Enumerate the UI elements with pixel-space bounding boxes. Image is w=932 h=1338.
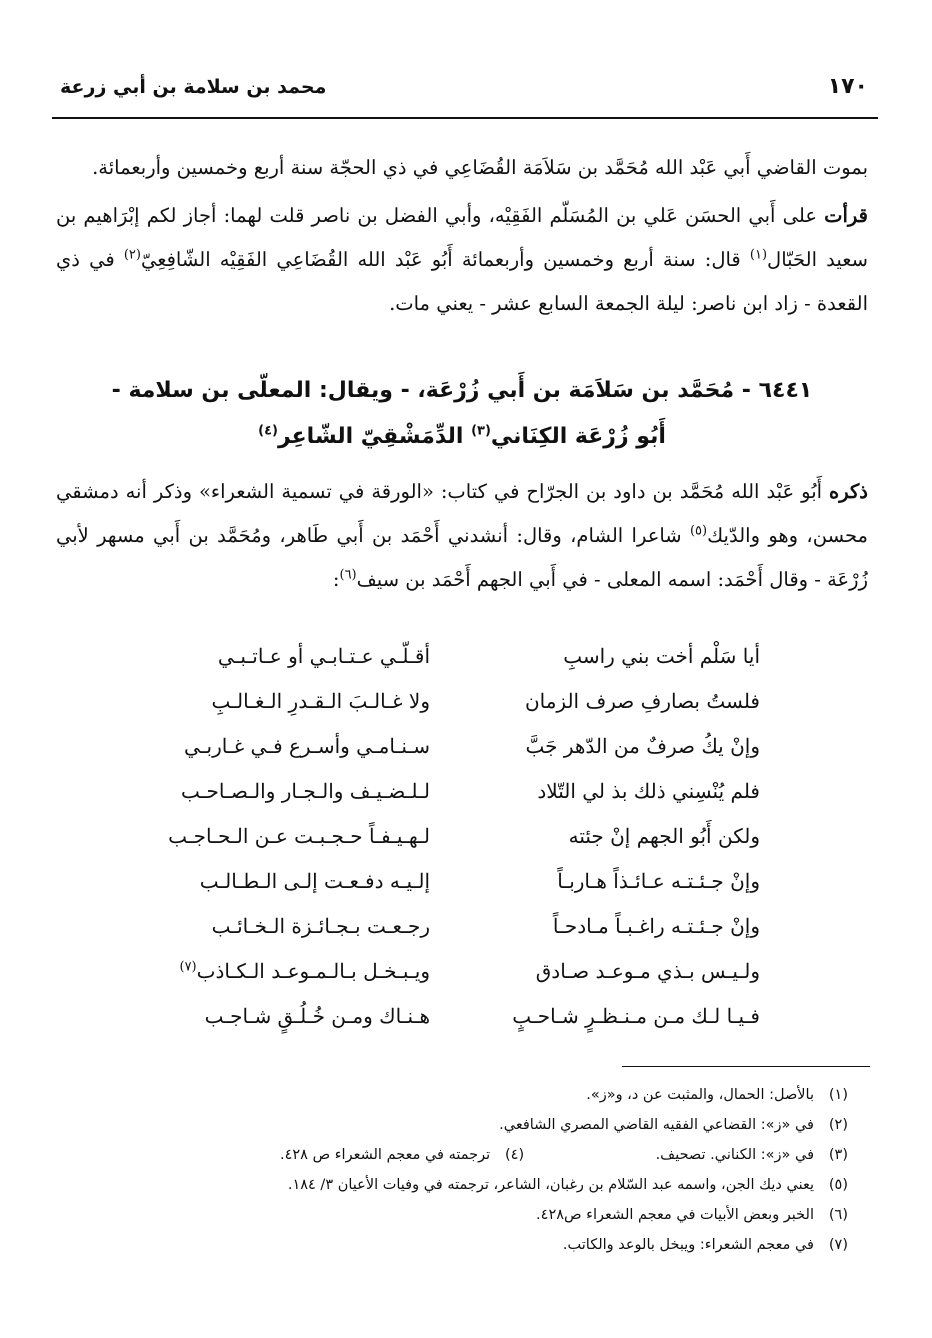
footnote-text: يعني ديك الجن، واسمه عبد السّلام بن رغبان، الشاعر، ترجمته في وفيات الأعيان ٣/ ١٨٤. (287, 1177, 814, 1193)
verse-second-hemistich-text: ويـبـخـل بـالـمـوعـد الـكـاذب (196, 959, 430, 983)
verse-first-hemistich: فلستُ بصارفِ صرف الزمان (524, 689, 760, 713)
footnote-ref-7: (٧) (179, 959, 197, 975)
verse-first-hemistich: فلم يُنْسِني ذلك بذ لي التّلاد (537, 779, 760, 803)
reading-text-3: في ذي القعدة - زاد ابن ناصر: ليلة الجمعة السابع عشر - يعني مات. (56, 248, 868, 315)
mention-text-1: أَبُو عَبْد الله مُحَمَّد بن داود بن الجرّاح في كتاب: «الورقة في تسمية الشعراء» وذكر أنه دمشقي محسن، وهو والدّيك (56, 480, 868, 547)
page-number: ١٧٠ (827, 74, 868, 99)
poem-verse (140, 1004, 760, 1049)
footnote-text: الخبر وبعض الأبيات في معجم الشعراء ص٤٢٨. (536, 1207, 814, 1223)
verse-second-hemistich: سـنـامـي وأسـرع فـي غـاربـي (184, 734, 430, 758)
poem-verse (140, 959, 760, 1004)
header-rule (52, 117, 878, 119)
running-title: محمد بن سلامة بن أبي زرعة (60, 76, 327, 98)
footnote-ref-3: (٣) (471, 423, 491, 439)
footnote-ref-5: (٥) (689, 523, 708, 539)
poem-verse (140, 734, 760, 779)
verse-second-hemistich: أقـلّـي عـتـابـي أو عـاتـبـي (217, 644, 430, 668)
verse-second-hemistich: لـهـيـفـاً حـجـبـت عـن الـحـاجـب (168, 824, 430, 848)
footnote-text: في «ز»: الكناني. تصحيف. (655, 1147, 814, 1163)
poem-verse (140, 914, 760, 959)
verse-second-hemistich: ولا غـالـبَ الـقـدرِ الـغـالـبِ (211, 689, 430, 713)
verse-first-hemistich: ولكن أَبُو الجهم إنْ جئته (568, 824, 760, 848)
entry-heading-line-1: ٦٤٤١ - مُحَمَّد بن سَلاَمَة بن أَبي زُرْعَة، - ويقال: المعلّى بن سلامة - (111, 378, 813, 403)
main-text-mention (56, 470, 868, 602)
mention-paragraph (56, 470, 868, 602)
footnote-number: (٧) (828, 1237, 848, 1253)
poem-verse (140, 689, 760, 734)
footnote-number: (٦) (828, 1207, 848, 1223)
verse-second-hemistich: لـلـضـيـف والـجـار والـصـاحـب (181, 779, 430, 803)
entry-heading (60, 368, 864, 460)
verse-first-hemistich: فـيـا لـك مـن مـنـظـرٍ شـاحـبٍ (512, 1004, 760, 1028)
footnote-ref-2: (٢) (123, 247, 141, 263)
footnotes (80, 1080, 848, 1260)
footnote-number: (٢) (828, 1117, 848, 1133)
verse-second-hemistich: إلـيـه دفـعـت إلـى الـطـالـب (199, 869, 430, 893)
reading-keyword: قرأت (824, 204, 868, 227)
footnote-number: (٥) (828, 1177, 848, 1193)
footnote-text: بالأصل: الحمال، والمثبت عن د، و«ز». (586, 1087, 814, 1103)
footnote-ref-4: (٤) (258, 423, 278, 439)
footnote (80, 1200, 848, 1230)
footnote (80, 1230, 848, 1260)
footnote-text: ترجمته في معجم الشعراء ص ٤٢٨. (280, 1147, 491, 1163)
footnote (80, 1140, 848, 1170)
footnote-rule (622, 1066, 870, 1067)
footnote-number: (٤) (504, 1147, 525, 1163)
verse-second-hemistich: رجـعـت بـجـائـزة الـخـائـب (211, 914, 430, 938)
footnote-side (280, 1140, 524, 1170)
page-header (60, 74, 868, 104)
entry-heading-line-2 (60, 414, 864, 460)
footnote (80, 1170, 848, 1200)
poem-verse (140, 779, 760, 824)
footnote-number: (١) (828, 1087, 848, 1103)
verse-second-hemistich: هـنـاك ومـن خُـلُـقٍ شـاجـب (204, 1004, 430, 1028)
mention-text-2: شاعرا الشام، وقال: أنشدني أَحْمَد بن أَبي طَاهر، ومُحَمَّد بن أَبي مسهر لأبي زُرْعَة - وقال أَحْمَد: اسمه المعلى - في أَبي الجهم أَحْمَد بن سيف (56, 524, 868, 591)
poem (140, 644, 760, 1049)
footnote (80, 1080, 848, 1110)
mention-text-3: : (332, 568, 340, 591)
footnote (80, 1110, 848, 1140)
mention-keyword: ذكره (829, 480, 868, 503)
verse-first-hemistich: وإنْ يكُ صرفٌ من الدّهر جَبَّ (525, 734, 760, 758)
reading-text-2: قال: سنة أربع وخمسين وأربعمائة أَبُو عَبْد الله القُضَاعِي الفَقِيْه الشّافِعِيّ (140, 248, 750, 271)
main-text-top (56, 146, 868, 326)
poem-verse (140, 869, 760, 914)
footnote-number: (٣) (828, 1147, 848, 1163)
entry-heading-text-2: الدِّمَشْقِيّ الشّاعِر (277, 424, 472, 449)
footnote-text: في «ز»: القضاعي الفقيه القاضي المصري الشافعي. (499, 1117, 814, 1133)
verse-first-hemistich: أيا سَلْم أخت بني راسبِ (563, 644, 760, 668)
verse-second-hemistich (140, 959, 430, 983)
entry-heading-text-1: أَبُو زُرْعَة الكِنَاني (490, 424, 666, 449)
verse-first-hemistich: وإنْ جـئـتـه عـائـذاً هـاربـاً (557, 869, 760, 893)
reading-text-1: على أَبي الحسَن عَلي بن المُسَلّم الفَقِيْه، وأبي الفضل بن ناصر قلت لهما: أجاز لكم إبْرَاهيم بن سعيد الحَبّال (56, 204, 868, 271)
poem-verse (140, 644, 760, 689)
intro-paragraph: بموت القاضي أَبي عَبْد الله مُحَمَّد بن سَلاَمَة القُضَاعِي في ذي الحجّة سنة أربع وخمسين وأربعمائة. (92, 156, 868, 179)
footnote-ref-1: (١) (749, 247, 768, 263)
verse-first-hemistich: ولـيـس بـذي مـوعـد صـادق (535, 959, 760, 983)
reading-paragraph (56, 194, 868, 326)
poem-verse (140, 824, 760, 869)
verse-first-hemistich: وإنْ جـئـتـه راغـبـاً مـادحـاً (552, 914, 760, 938)
footnote-text: في معجم الشعراء: ويبخل بالوعد والكاتب. (562, 1237, 814, 1253)
footnote-ref-6: (٦) (339, 567, 357, 583)
